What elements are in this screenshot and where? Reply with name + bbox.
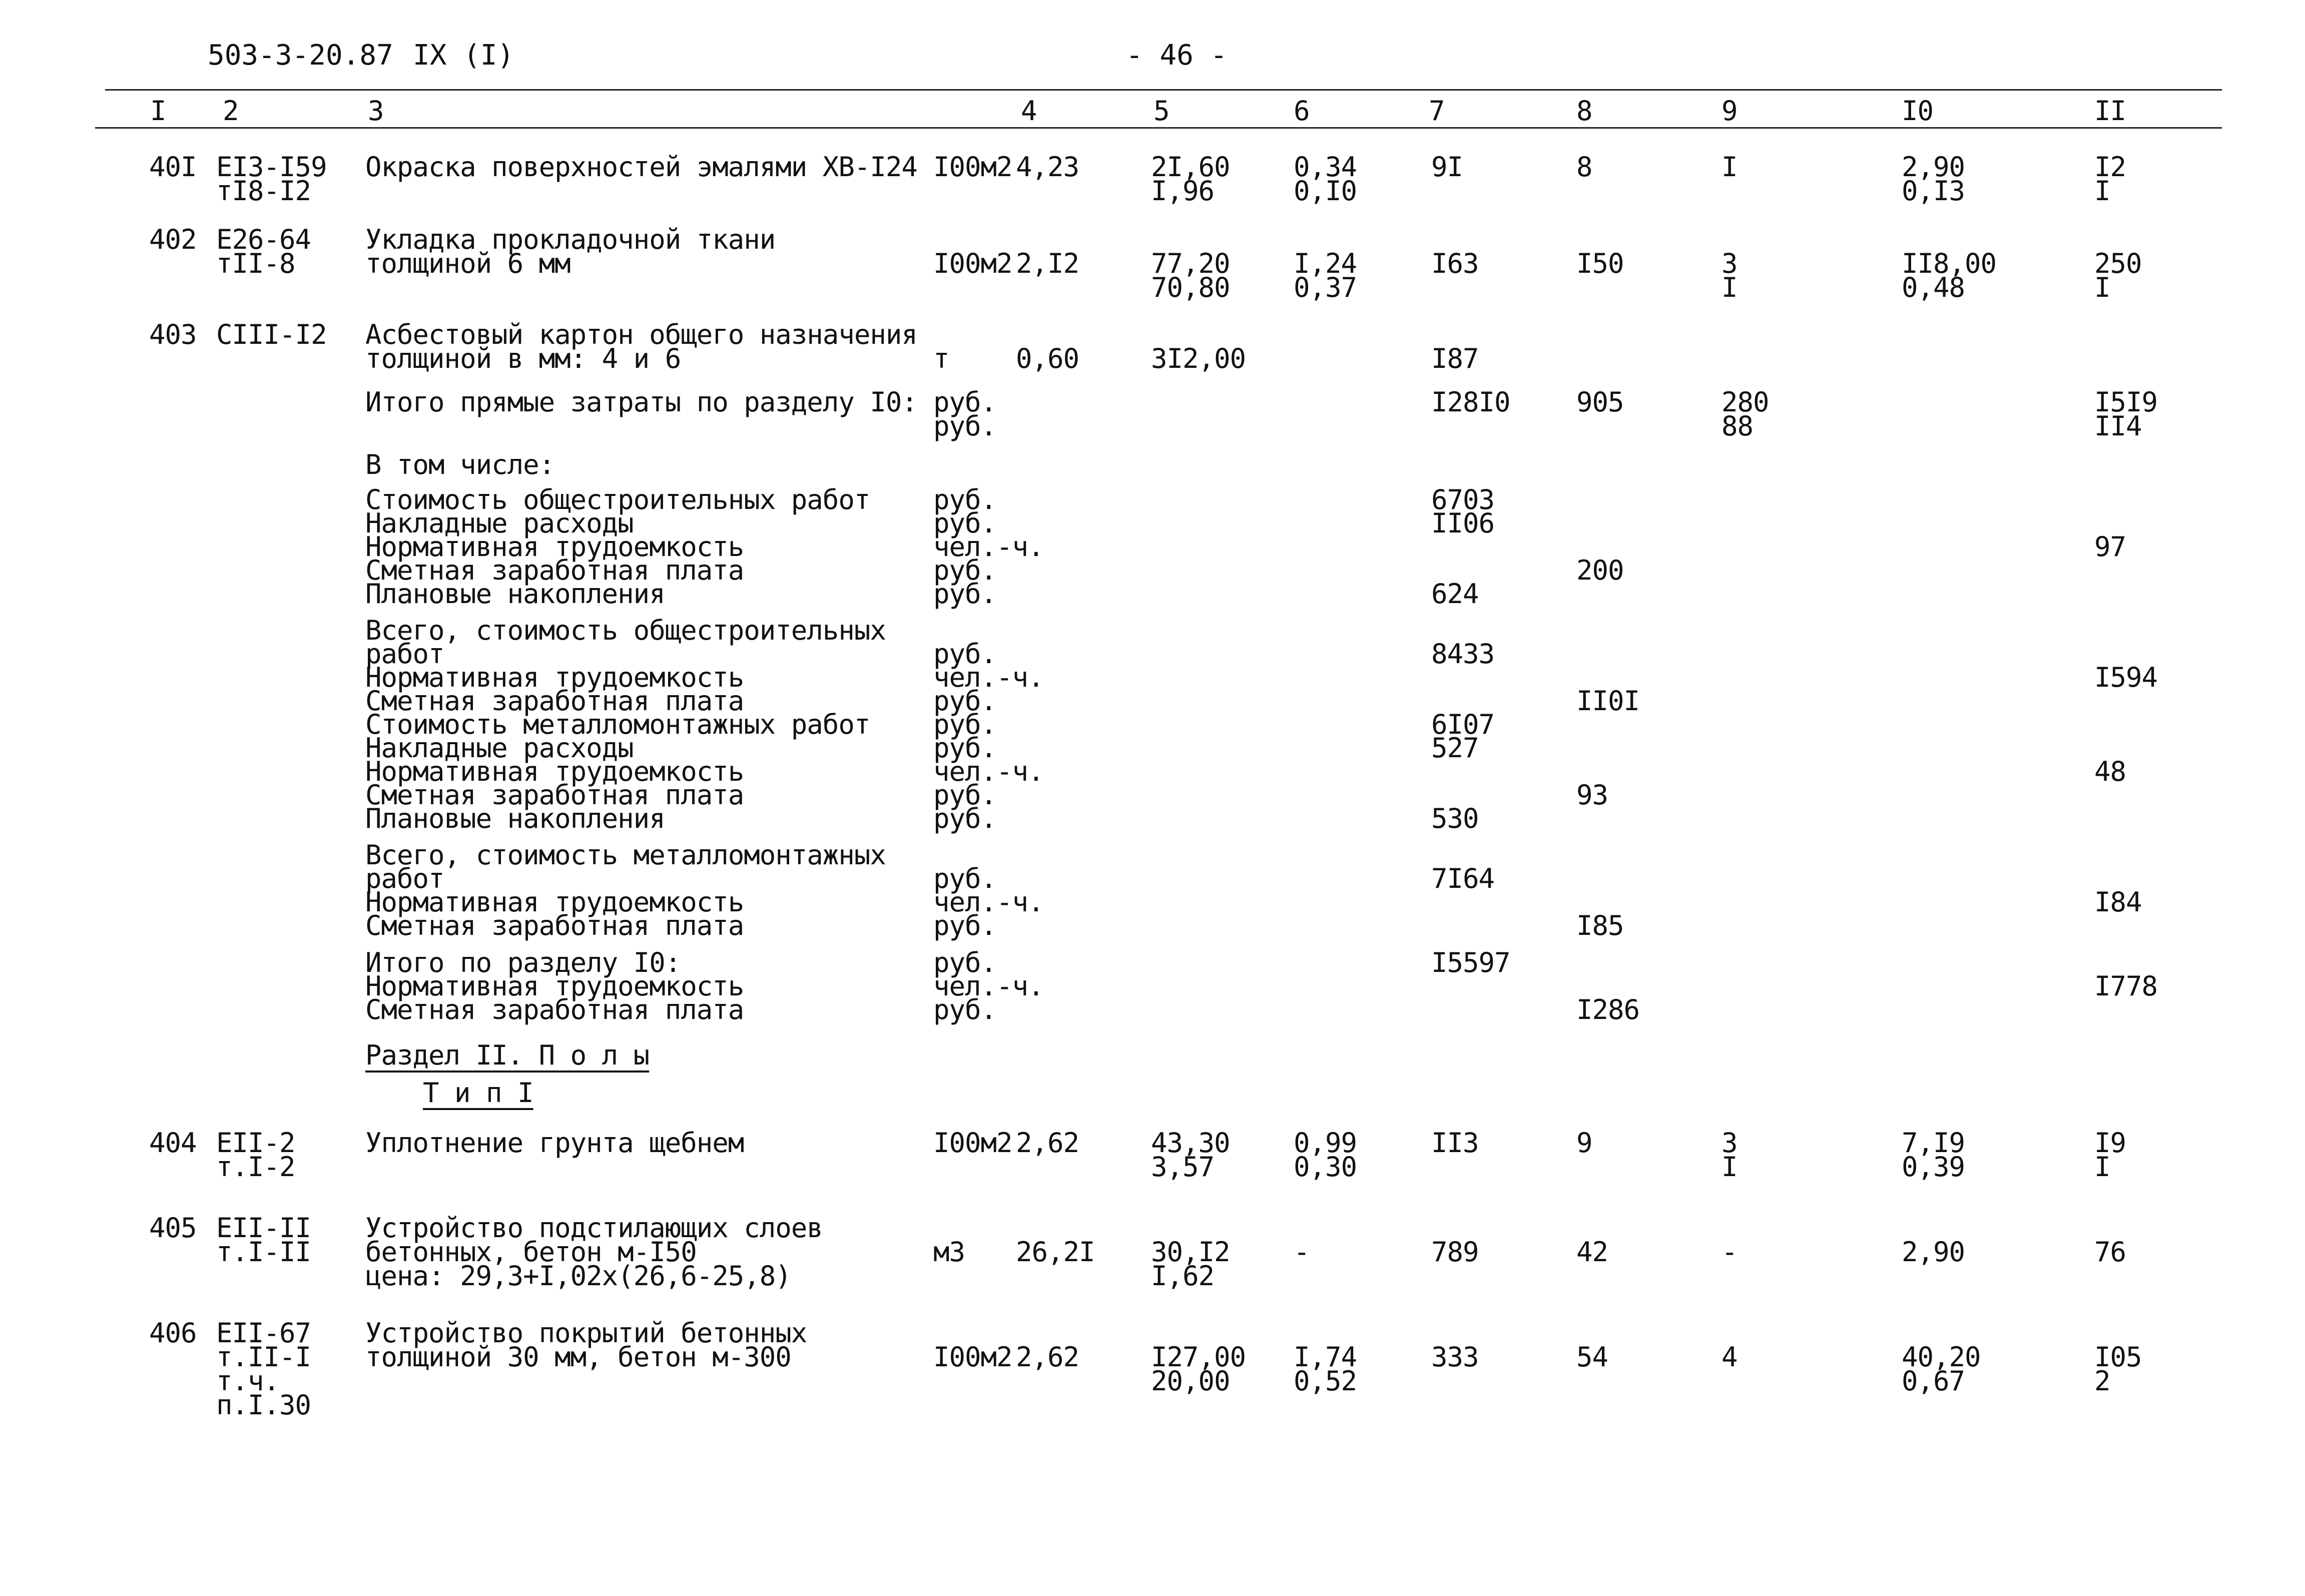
summary-unit: руб. [933,863,997,894]
col-header-10: I0 [1902,95,1934,127]
item-description: Устройство подстилающих слоев [365,1212,823,1244]
col-header-4: 4 [1021,95,1037,127]
item-col9: I [1721,1151,1738,1183]
item-description: Устройство покрытий бетонных [365,1317,807,1349]
type-title: Т и п I [423,1077,533,1109]
summary-label: Нормативная трудоемкость [365,662,744,693]
item-code: EI3-I59 [216,151,327,183]
item-col11: I05 [2094,1341,2142,1373]
summary-unit: руб. [933,803,997,834]
item-col10: 0,39 [1902,1151,1965,1183]
item-col5: 70,80 [1151,272,1230,303]
col-header-9: 9 [1721,95,1738,127]
item-col10: 2,90 [1902,1236,1965,1268]
item-col10: 0,I3 [1902,175,1965,207]
total-direct-col11: II4 [2094,410,2142,442]
total-direct-col9: 88 [1721,410,1754,442]
item-col10: 2,90 [1902,151,1965,183]
item-col6: - [1294,1236,1310,1268]
col-header-2: 2 [223,95,239,127]
total-direct-label: Итого прямые затраты по разделу I0: [365,386,917,418]
item-col11: I2 [2094,151,2126,183]
summary-col7: 527 [1431,732,1479,764]
summary-unit: руб. [933,947,997,978]
item-col8: 8 [1576,151,1592,183]
item-col10: 40,20 [1902,1341,1981,1373]
summary-col11: I594 [2094,662,2158,693]
summary-col7: II06 [1431,507,1495,539]
item-code: E26-64 [216,224,311,255]
top-rule [105,89,2222,91]
summary-label: Сметная заработная плата [365,555,744,586]
summary-unit: чел.-ч. [933,756,1044,787]
item-description: Асбестовый картон общего назначения [365,319,917,350]
summary-unit: руб. [933,638,997,670]
item-code: т.ч. [216,1365,280,1397]
item-code: т.II-I [216,1341,311,1373]
item-quantity: 0,60 [1016,343,1079,374]
item-col11: I [2094,272,2110,303]
item-col5: 77,20 [1151,248,1230,279]
item-description: Уплотнение грунта щебнем [365,1127,744,1159]
item-col10: 7,I9 [1902,1127,1965,1159]
item-col9: I [1721,151,1738,183]
item-col5: 2I,60 [1151,151,1230,183]
item-col9: 3 [1721,1127,1738,1159]
item-col10: II8,00 [1902,248,1997,279]
summary-label: Сметная заработная плата [365,910,744,941]
item-quantity: 4,23 [1016,151,1079,183]
col-header-1: I [150,95,166,127]
summary-label: Всего, стоимость металломонтажных [365,839,886,871]
summary-label: Плановые накопления [365,578,665,610]
summary-label: Накладные расходы [365,507,634,539]
summary-col7: 624 [1431,578,1479,610]
total-direct-col11: I5I9 [2094,386,2158,418]
item-unit: I00м2 [933,1341,1012,1373]
summary-col8: 200 [1576,555,1624,586]
summary-label: Стоимость общестроительных работ [365,484,870,515]
item-description: толщиной 30 мм, бетон м-300 [365,1341,791,1373]
summary-col11: I778 [2094,970,2158,1002]
col-header-5: 5 [1154,95,1170,127]
item-number: 405 [149,1212,197,1244]
col-header-8: 8 [1576,95,1592,127]
item-code: EII-67 [216,1317,311,1349]
item-col5: 3I2,00 [1151,343,1246,374]
item-code: EII-2 [216,1127,295,1159]
item-description: Окраска поверхностей эмалями ХВ-I24 [365,151,917,183]
item-col5: 3,57 [1151,1151,1215,1183]
item-quantity: 2,62 [1016,1341,1079,1373]
item-description: толщиной 6 мм [365,248,570,279]
item-col7: 333 [1431,1341,1479,1373]
item-code: тI8-I2 [216,175,311,207]
summary-unit: руб. [933,709,997,740]
summary-col7: 6703 [1431,484,1495,515]
summary-col11: 97 [2094,531,2126,563]
summary-unit: чел.-ч. [933,886,1044,918]
summary-label: Нормативная трудоемкость [365,886,744,918]
item-col6: 0,I0 [1294,175,1357,207]
summary-label: Нормативная трудоемкость [365,970,744,1002]
item-col6: 0,52 [1294,1365,1357,1397]
item-col11: 2 [2094,1365,2110,1397]
summary-col7: 8433 [1431,638,1495,670]
item-col7: 9I [1431,151,1463,183]
summary-label: Нормативная трудоемкость [365,756,744,787]
item-code: т.I-II [216,1236,311,1268]
item-col5: 20,00 [1151,1365,1230,1397]
item-description: цена: 29,3+I,02x(26,6-25,8) [365,1260,791,1292]
summary-unit: руб. [933,732,997,764]
summary-label: Стоимость металломонтажных работ [365,709,870,740]
summary-label: Итого по разделу I0: [365,947,681,978]
summary-col7: 530 [1431,803,1479,834]
item-number: 404 [149,1127,197,1159]
item-col8: 42 [1576,1236,1608,1268]
item-col6: I,24 [1294,248,1357,279]
item-col5: 43,30 [1151,1127,1230,1159]
summary-unit: руб. [933,685,997,717]
item-col11: I [2094,175,2110,207]
item-col9: 3 [1721,248,1738,279]
section-code: IX (I) [413,39,514,72]
col-header-11: II [2094,95,2126,127]
in-that-number-label: В том числе: [365,449,555,480]
summary-label: Сметная заработная плата [365,779,744,811]
item-code: CIII-I2 [216,319,327,350]
summary-col7: 6I07 [1431,709,1495,740]
item-col7: II3 [1431,1127,1479,1159]
summary-unit: руб. [933,555,997,586]
item-col9: I [1721,272,1738,303]
total-direct-unit: руб. [933,386,997,418]
item-quantity: 2,I2 [1016,248,1079,279]
col-header-3: 3 [368,95,384,127]
item-col11: I [2094,1151,2110,1183]
item-number: 403 [149,319,197,350]
item-col6: 0,37 [1294,272,1357,303]
item-col5: I27,00 [1151,1341,1246,1373]
item-quantity: 26,2I [1016,1236,1095,1268]
item-col5: I,96 [1151,175,1215,207]
summary-label: работ [365,863,444,894]
summary-label: Всего, стоимость общестроительных [365,615,886,646]
doc-code: 503-3-20.87 [208,39,393,72]
item-col7: I87 [1431,343,1479,374]
item-code: т.I-2 [216,1151,295,1183]
column-header-rule [95,127,2222,129]
total-direct-col8: 905 [1576,386,1624,418]
summary-unit: руб. [933,994,997,1025]
item-code: тII-8 [216,248,295,279]
item-unit: I00м2 [933,248,1012,279]
summary-unit: чел.-ч. [933,662,1044,693]
summary-col11: 48 [2094,756,2126,787]
summary-unit: руб. [933,484,997,515]
summary-label: Сметная заработная плата [365,685,744,717]
item-col9: - [1721,1236,1738,1268]
item-col8: I50 [1576,248,1624,279]
summary-col8: I286 [1576,994,1640,1025]
item-col10: 0,48 [1902,272,1965,303]
total-direct-unit: руб. [933,410,997,442]
summary-label: Плановые накопления [365,803,665,834]
summary-unit: руб. [933,578,997,610]
section-title: Раздел II. П о л ы [365,1039,650,1071]
item-number: 406 [149,1317,197,1349]
total-direct-col7: I28I0 [1431,386,1510,418]
item-col11: 250 [2094,248,2142,279]
item-code: п.I.30 [216,1389,311,1421]
item-col11: 76 [2094,1236,2126,1268]
summary-label: Накладные расходы [365,732,634,764]
item-col8: 9 [1576,1127,1592,1159]
item-quantity: 2,62 [1016,1127,1079,1159]
item-col5: I,62 [1151,1260,1215,1292]
item-unit: I00м2 [933,151,1012,183]
item-col6: I,74 [1294,1341,1357,1373]
item-unit: т [933,343,949,374]
summary-unit: чел.-ч. [933,970,1044,1002]
item-col11: I9 [2094,1127,2126,1159]
summary-unit: чел.-ч. [933,531,1044,563]
summary-col8: I85 [1576,910,1624,941]
item-col7: I63 [1431,248,1479,279]
item-code: EII-II [216,1212,311,1244]
item-unit: I00м2 [933,1127,1012,1159]
item-col6: 0,34 [1294,151,1357,183]
item-description: толщиной в мм: 4 и 6 [365,343,681,374]
summary-label: Нормативная трудоемкость [365,531,744,563]
summary-unit: руб. [933,779,997,811]
summary-col7: I5597 [1431,947,1510,978]
summary-col8: 93 [1576,779,1608,811]
item-number: 40I [149,151,197,183]
item-col10: 0,67 [1902,1365,1965,1397]
summary-unit: руб. [933,507,997,539]
item-unit: м3 [933,1236,965,1268]
item-description: Укладка прокладочной ткани [365,224,776,255]
item-description: бетонных, бетон м-I50 [365,1236,697,1268]
item-col9: 4 [1721,1341,1738,1373]
summary-label: Сметная заработная плата [365,994,744,1025]
col-header-6: 6 [1294,95,1310,127]
item-col7: 789 [1431,1236,1479,1268]
summary-label: работ [365,638,444,670]
item-col5: 30,I2 [1151,1236,1230,1268]
item-number: 402 [149,224,197,255]
summary-unit: руб. [933,910,997,941]
item-col8: 54 [1576,1341,1608,1373]
item-col6: 0,30 [1294,1151,1357,1183]
item-col6: 0,99 [1294,1127,1357,1159]
page-number: - 46 - [1126,39,1228,72]
summary-col8: II0I [1576,685,1640,717]
summary-col7: 7I64 [1431,863,1495,894]
col-header-7: 7 [1429,95,1445,127]
total-direct-col9: 280 [1721,386,1769,418]
summary-col11: I84 [2094,886,2142,918]
